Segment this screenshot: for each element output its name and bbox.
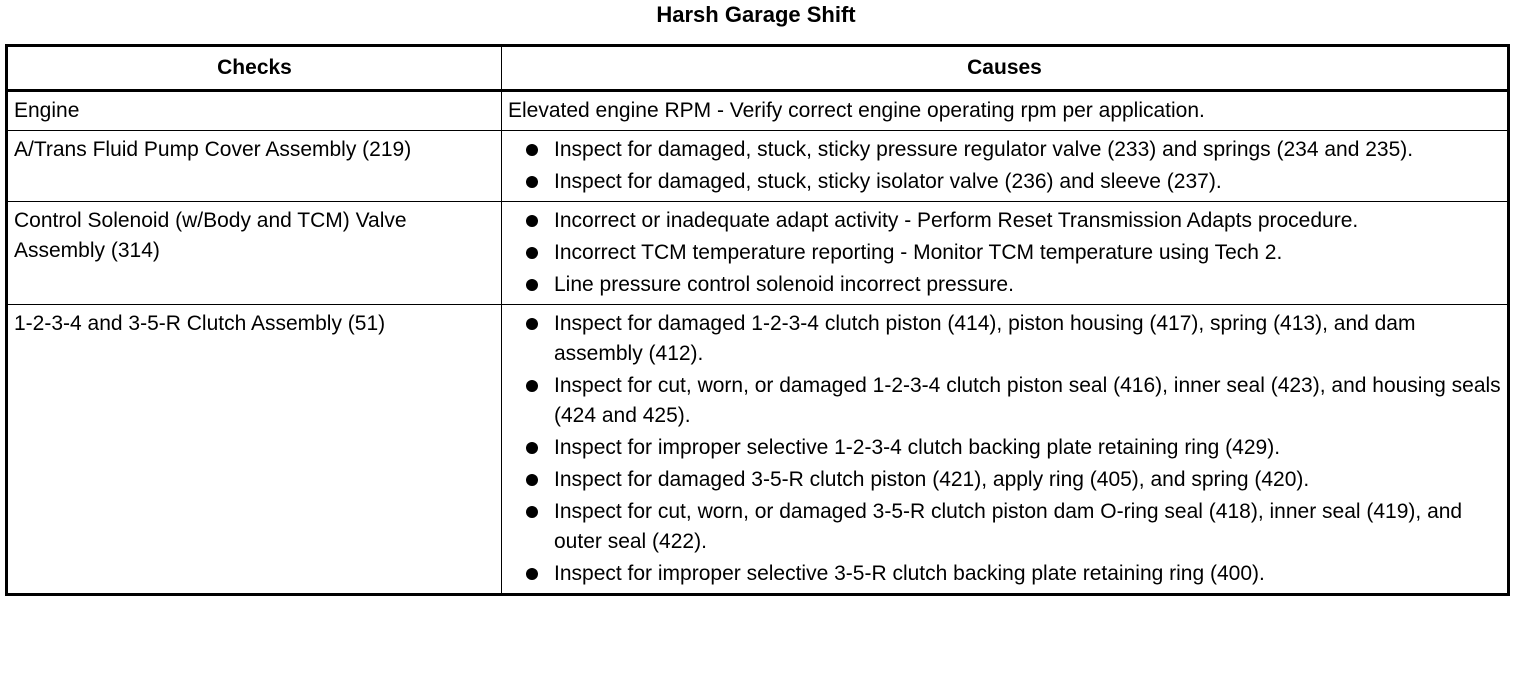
cause-item: Inspect for damaged, stuck, sticky isolator valve (236) and sleeve (237). (508, 167, 1501, 197)
cause-item: Inspect for cut, worn, or damaged 3-5-R clutch piston dam O-ring seal (418), inner seal (419), and outer seal (422). (508, 497, 1501, 557)
table-row (7, 91, 1509, 131)
cause-cell: Elevated engine RPM - Verify correct engine operating rpm per application. (502, 91, 1509, 131)
cause-item: Incorrect or inadequate adapt activity - Perform Reset Transmission Adapts procedure. (508, 206, 1501, 236)
table-row (7, 202, 1509, 305)
table-header-row (7, 46, 1509, 91)
cause-cell (502, 202, 1509, 305)
cause-item: Inspect for damaged 1-2-3-4 clutch piston (414), piston housing (417), spring (413), and dam assembly (412). (508, 309, 1501, 369)
cause-list (508, 309, 1501, 589)
diagnostic-table (5, 44, 1510, 596)
cause-item: Line pressure control solenoid incorrect pressure. (508, 270, 1501, 300)
cause-item: Inspect for improper selective 1-2-3-4 clutch backing plate retaining ring (429). (508, 433, 1501, 463)
column-header-causes: Causes (502, 46, 1509, 91)
table-row (7, 305, 1509, 595)
column-header-checks: Checks (7, 46, 502, 91)
cause-cell (502, 305, 1509, 595)
cause-item: Inspect for cut, worn, or damaged 1-2-3-4 clutch piston seal (416), inner seal (423), and housing seals (424 and 425). (508, 371, 1501, 431)
cause-list (508, 206, 1501, 300)
cause-item: Inspect for damaged, stuck, sticky pressure regulator valve (233) and springs (234 and 235). (508, 135, 1501, 165)
check-cell: Control Solenoid (w/Body and TCM) Valve Assembly (314) (7, 202, 502, 305)
page-title: Harsh Garage Shift (656, 2, 856, 27)
check-cell: 1-2-3-4 and 3-5-R Clutch Assembly (51) (7, 305, 502, 595)
check-cell: A/Trans Fluid Pump Cover Assembly (219) (7, 131, 502, 202)
table-row (7, 131, 1509, 202)
cause-list (508, 135, 1501, 197)
cause-item: Inspect for damaged 3-5-R clutch piston (421), apply ring (405), and spring (420). (508, 465, 1501, 495)
cause-cell (502, 131, 1509, 202)
cause-item: Incorrect TCM temperature reporting - Monitor TCM temperature using Tech 2. (508, 238, 1501, 268)
check-cell: Engine (7, 91, 502, 131)
cause-item: Inspect for improper selective 3-5-R clutch backing plate retaining ring (400). (508, 559, 1501, 589)
